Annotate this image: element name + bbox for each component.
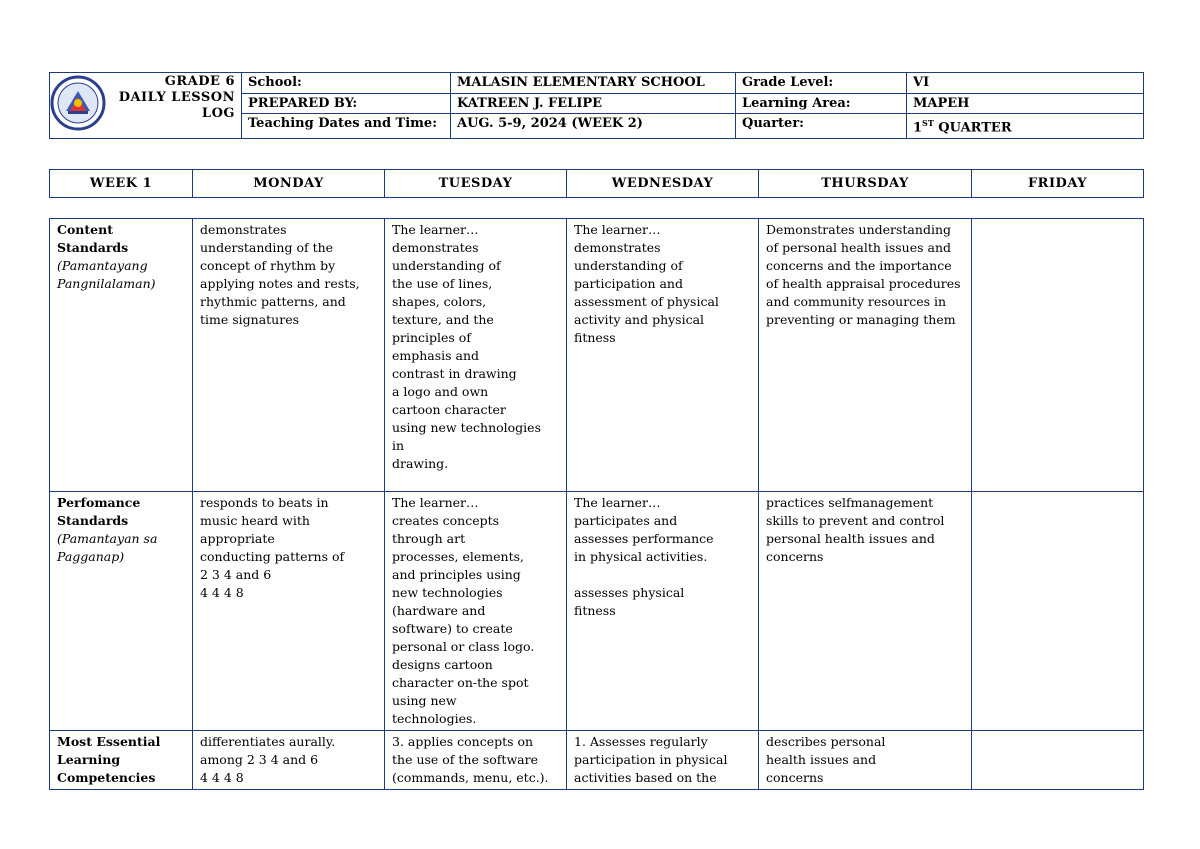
prepared-by-label: PREPARED BY:	[242, 93, 451, 114]
school-value: MALASIN ELEMENTARY SCHOOL	[451, 73, 736, 94]
friday-cell	[972, 731, 1144, 790]
thursday-header: THURSDAY	[759, 170, 972, 198]
grade-level-value: VI	[907, 73, 1144, 94]
learning-area-label: Learning Area:	[736, 93, 907, 114]
monday-header: MONDAY	[193, 170, 385, 198]
row-label-title: Perfomance Standards	[57, 495, 141, 528]
days-header-table	[49, 169, 1144, 198]
friday-cell	[972, 219, 1144, 492]
tuesday-cell: The learner… demonstrates understanding of the use of lines, shapes, colors, texture, and the principles of emphasis and contrast in drawing a logo and own cartoon character using new technologies in drawing.	[385, 219, 567, 492]
thursday-cell: practices selfmanagement skills to prevent and control personal health issues and concerns	[759, 492, 972, 731]
school-label: School:	[242, 73, 451, 94]
teaching-dates-value: AUG. 5-9, 2024 (WEEK 2)	[451, 114, 736, 139]
wednesday-cell: The learner… demonstrates understanding of participation and assessment of physical activity and physical fitness	[567, 219, 759, 492]
row-label-title: Content Standards	[57, 222, 129, 255]
lesson-grid	[49, 218, 1144, 790]
dll-title: GRADE 6 DAILY LESSON LOG	[108, 73, 242, 139]
thursday-cell: Demonstrates understanding of personal health issues and concerns and the importance of health appraisal procedures and community resources in preventing or managing them	[759, 219, 972, 492]
monday-cell: demonstrates understanding of the concept of rhythm by applying notes and rests, rhythmic patterns, and time signatures	[193, 219, 385, 492]
quarter-value: 1ST QUARTER	[907, 114, 1144, 139]
tuesday-cell: The learner… creates concepts through art processes, elements, and principles using new technologies (hardware and software) to create personal or class logo. designs cartoon character on-the spot using new technologies.	[385, 492, 567, 731]
deped-seal-icon	[50, 73, 106, 133]
content-standards-row	[50, 219, 1144, 492]
row-label-subtitle: (Pamantayan sa Pagganap)	[57, 531, 158, 564]
monday-cell: differentiates aurally. among 2 3 4 and 6 4 4 4 8	[193, 731, 385, 790]
prepared-by-value: KATREEN J. FELIPE	[451, 93, 736, 114]
wednesday-header: WEDNESDAY	[567, 170, 759, 198]
row-label	[50, 492, 193, 731]
header-table	[49, 72, 1144, 139]
row-label-title: Most Essential Learning Competencies	[57, 734, 161, 785]
row-label-subtitle: (Pamantayang Pangnilalaman)	[57, 258, 156, 291]
thursday-cell: describes personal health issues and concerns	[759, 731, 972, 790]
deped-seal-logo	[50, 73, 108, 139]
grade-level-label: Grade Level:	[736, 73, 907, 94]
wednesday-cell: 1. Assesses regularly participation in physical activities based on the	[567, 731, 759, 790]
melc-row	[50, 731, 1144, 790]
quarter-label: Quarter:	[736, 114, 907, 139]
learning-area-value: MAPEH	[907, 93, 1144, 114]
wednesday-cell: The learner… participates and assesses performance in physical activities. assesses physical fitness	[567, 492, 759, 731]
row-label	[50, 731, 193, 790]
performance-standards-row	[50, 492, 1144, 731]
week-header: WEEK 1	[50, 170, 193, 198]
friday-header: FRIDAY	[972, 170, 1144, 198]
teaching-dates-label: Teaching Dates and Time:	[242, 114, 451, 139]
tuesday-cell: 3. applies concepts on the use of the software (commands, menu, etc.).	[385, 731, 567, 790]
row-label	[50, 219, 193, 492]
friday-cell	[972, 492, 1144, 731]
monday-cell: responds to beats in music heard with appropriate conducting patterns of 2 3 4 and 6 4 4 4 8	[193, 492, 385, 731]
tuesday-header: TUESDAY	[385, 170, 567, 198]
